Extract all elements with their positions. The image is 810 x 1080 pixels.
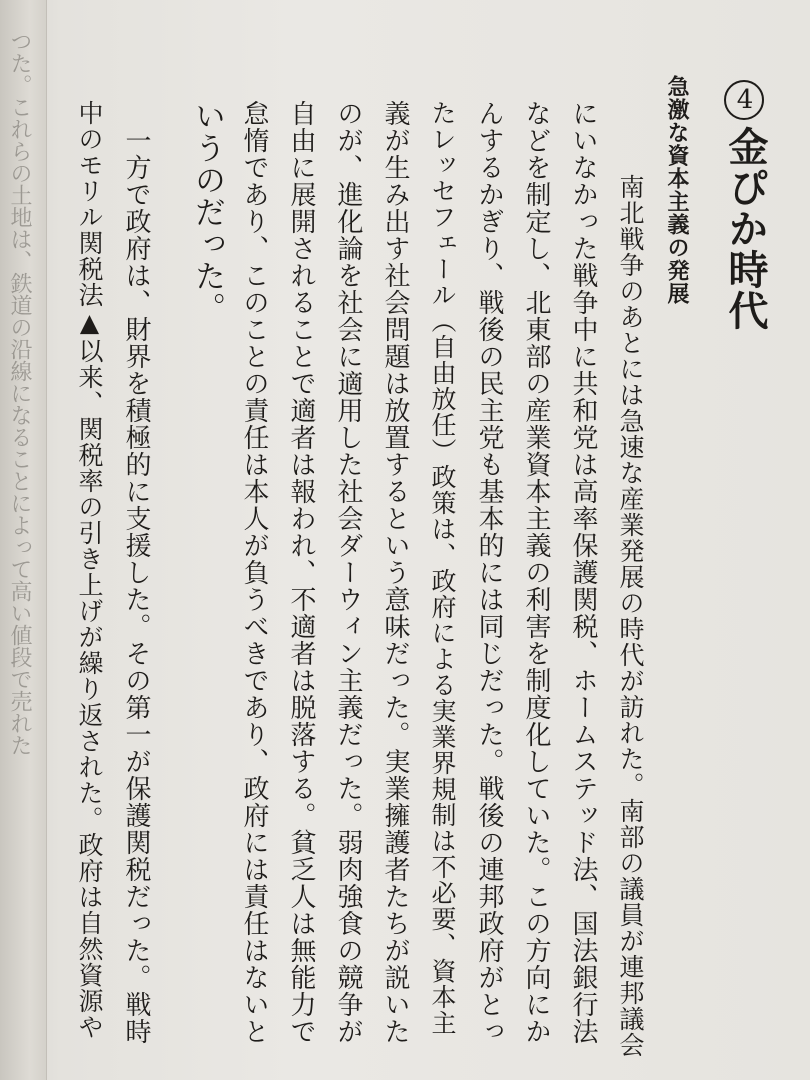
body-line: いうのだった。 xyxy=(189,100,225,324)
body-line: 義が生み出す社会問題は放置するという意味だった。実業擁護者たちが説いた xyxy=(380,100,410,1045)
facing-page-text: つた。これらの土地は、鉄道の沿線になることによって高い値段で売れた xyxy=(7,30,32,756)
chapter-number-badge: 4 xyxy=(724,80,764,120)
chapter-title: 金ぴか時代 xyxy=(722,126,769,331)
body-line: 怠惰であり、このことの責任は本人が負うべきであり、政府には責任はないと xyxy=(239,100,269,1045)
body-line: にいなかった戦争中に共和党は高率保護関税、ホームステッド法、国法銀行法 xyxy=(568,100,598,1045)
body-line: のが、進化論を社会に適用した社会ダーウィン主義だった。弱肉強食の競争が xyxy=(333,100,363,1045)
body-line: 南北戦争のあとには急速な産業発展の時代が訪れた。南部の議員が連邦議会 xyxy=(616,148,645,1058)
body-line: 中のモリル関税法▲以来、関税率の引き上げが繰り返された。政府は自然資源や xyxy=(75,100,104,1040)
facing-page-edge xyxy=(0,0,47,1080)
body-line: んするかぎり、戦後の民主党も基本的には同じだった。戦後の連邦政府がとっ xyxy=(474,100,504,1045)
body-line: などを制定し、北東部の産業資本主義の利害を制度化していた。この方向にか xyxy=(521,100,551,1045)
chapter-heading xyxy=(722,80,768,331)
section-heading: 急激な資本主義の発展 xyxy=(664,75,689,305)
body-line: たレッセフェール（自由放任）政策は、政府による実業界規制は不必要、資本主 xyxy=(428,100,457,1036)
body-line: 自由に展開されることで適者は報われ、不適者は脱落する。貧乏人は無能力で xyxy=(286,100,316,1045)
body-line: 一方で政府は、財界を積極的に支援した。その第一が保護関税だった。戦時 xyxy=(121,100,151,1045)
